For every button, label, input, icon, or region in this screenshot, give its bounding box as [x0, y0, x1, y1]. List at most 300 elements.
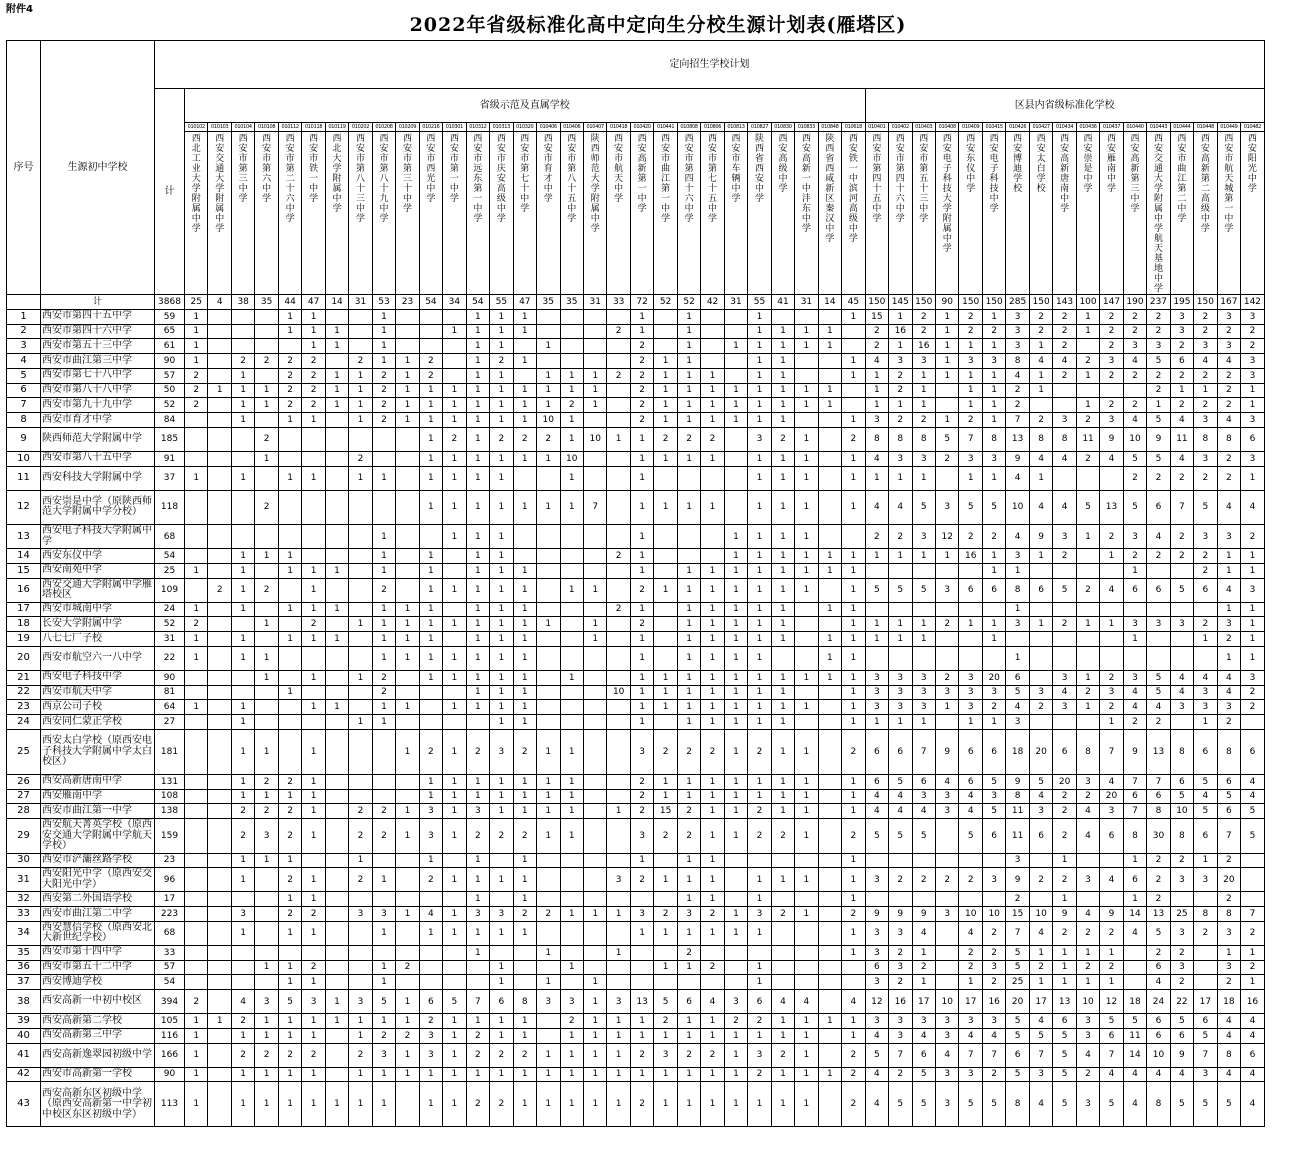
row-cell: 1: [748, 383, 771, 398]
row-seq: 36: [7, 960, 41, 975]
row-cell: [724, 975, 747, 990]
row-cell: 8: [1217, 729, 1240, 774]
row-cell: 5: [865, 1043, 888, 1067]
row-cell: 6: [748, 990, 771, 1014]
row-cell: [889, 646, 912, 670]
row-cell: 1: [701, 368, 724, 383]
row-seq: 24: [7, 715, 41, 730]
row-cell: 1: [912, 398, 935, 413]
row-cell: [372, 892, 395, 907]
row-cell: 2: [1100, 339, 1123, 354]
row-cell: 1: [818, 670, 841, 685]
row-cell: [771, 945, 794, 960]
row-cell: 4: [912, 804, 935, 819]
row-school-name: 西安市曲江第三中学: [41, 354, 155, 369]
row-cell: 2: [513, 1043, 536, 1067]
row-cell: 1: [419, 774, 442, 789]
row-cell: 1: [560, 1043, 583, 1067]
row-cell: [1029, 632, 1052, 647]
row-cell: 5: [1123, 1014, 1146, 1029]
row-cell: 4: [912, 921, 935, 945]
row-cell: [372, 451, 395, 466]
row-cell: 2: [1029, 960, 1052, 975]
row-cell: 9: [936, 729, 959, 774]
row-cell: [701, 945, 724, 960]
row-cell: [372, 853, 395, 868]
target-school-name: 西安市庆安高级中学: [490, 132, 513, 295]
row-seq: 18: [7, 617, 41, 632]
row-cell: 5: [912, 1067, 935, 1082]
row-cell: [1100, 563, 1123, 578]
row-cell: [607, 309, 630, 324]
row-cell: 1: [959, 466, 982, 490]
row-cell: 4: [1170, 685, 1193, 700]
row-cell: [255, 715, 278, 730]
row-cell: 1: [490, 700, 513, 715]
row-cell: 13: [1053, 990, 1076, 1014]
row-cell: [959, 853, 982, 868]
row-cell: 8: [1217, 907, 1240, 922]
table-row: [7, 789, 1265, 804]
row-cell: 2: [630, 774, 653, 789]
row-cell: 1: [912, 617, 935, 632]
target-school-name: 西安雁南中学: [1100, 132, 1123, 295]
row-cell: [936, 602, 959, 617]
row-cell: 1: [466, 525, 489, 549]
row-cell: 1: [724, 1028, 747, 1043]
row-cell: 1: [889, 398, 912, 413]
row-cell: 2: [865, 324, 888, 339]
row-cell: 1: [677, 339, 700, 354]
row-cell: 2: [630, 354, 653, 369]
row-seq: 12: [7, 490, 41, 525]
row-cell: 5: [1194, 774, 1217, 789]
row-cell: 2: [982, 921, 1005, 945]
sum-cell: 195: [1170, 295, 1193, 310]
row-cell: 1: [1076, 368, 1099, 383]
row-cell: 2: [1217, 324, 1240, 339]
row-cell: [607, 646, 630, 670]
row-cell: 1: [466, 324, 489, 339]
target-code: 010102: [185, 123, 208, 132]
row-seq: 27: [7, 789, 41, 804]
row-cell: 2: [419, 368, 442, 383]
row-cell: 1: [748, 715, 771, 730]
row-cell: [419, 309, 442, 324]
row-cell: 2: [959, 309, 982, 324]
row-cell: 2: [630, 398, 653, 413]
row-cell: 1: [701, 383, 724, 398]
row-cell: [560, 309, 583, 324]
row-cell: 1: [490, 339, 513, 354]
row-cell: 1: [349, 413, 372, 428]
row-cell: 91: [155, 451, 185, 466]
row-cell: [771, 975, 794, 990]
row-cell: 4: [1217, 685, 1240, 700]
row-cell: 1: [771, 490, 794, 525]
row-cell: [818, 368, 841, 383]
row-cell: 3: [1217, 617, 1240, 632]
row-cell: 2: [889, 945, 912, 960]
row-cell: 1: [325, 990, 348, 1014]
row-cell: 1: [701, 617, 724, 632]
row-cell: 1: [302, 789, 325, 804]
row-cell: 1: [724, 398, 747, 413]
row-cell: 3: [630, 729, 653, 774]
row-cell: 2: [865, 525, 888, 549]
row-cell: 3: [1170, 617, 1193, 632]
row-cell: [443, 975, 466, 990]
row-cell: 2: [208, 578, 231, 602]
row-cell: 1: [630, 309, 653, 324]
row-seq: 22: [7, 685, 41, 700]
row-cell: [583, 853, 606, 868]
row-cell: 2: [1147, 853, 1170, 868]
row-cell: 1: [842, 685, 865, 700]
sum-cell: 237: [1147, 295, 1170, 310]
row-cell: 3: [1170, 868, 1193, 892]
row-cell: 1: [490, 578, 513, 602]
row-cell: 1: [748, 868, 771, 892]
row-cell: 2: [654, 907, 677, 922]
row-cell: [349, 789, 372, 804]
row-seq: 13: [7, 525, 41, 549]
row-cell: [818, 490, 841, 525]
row-cell: [537, 685, 560, 700]
row-cell: [325, 413, 348, 428]
row-cell: 1: [865, 466, 888, 490]
row-cell: 1: [1241, 466, 1265, 490]
row-cell: 1: [278, 1082, 301, 1127]
row-cell: [1147, 602, 1170, 617]
target-school-name: 陕西省西咸新区秦汉中学: [818, 132, 841, 295]
row-cell: 2: [1053, 789, 1076, 804]
row-cell: 3: [865, 975, 888, 990]
row-cell: 16: [912, 339, 935, 354]
row-cell: 3: [936, 490, 959, 525]
row-cell: 1: [677, 451, 700, 466]
row-cell: [537, 525, 560, 549]
row-cell: 8: [1194, 427, 1217, 451]
row-cell: 7: [959, 1043, 982, 1067]
row-cell: [490, 892, 513, 907]
row-cell: 2: [912, 309, 935, 324]
row-cell: 1: [490, 975, 513, 990]
row-cell: 5: [982, 774, 1005, 789]
row-cell: 1: [630, 451, 653, 466]
table-row: [7, 451, 1265, 466]
row-cell: 1: [865, 617, 888, 632]
row-cell: 6: [1006, 670, 1029, 685]
row-cell: 3: [1170, 700, 1193, 715]
row-cell: 3: [1241, 670, 1265, 685]
row-seq: 23: [7, 700, 41, 715]
row-cell: [396, 324, 419, 339]
row-cell: 3: [1006, 309, 1029, 324]
row-cell: 2: [1194, 309, 1217, 324]
target-code: 010440: [1123, 123, 1146, 132]
row-cell: 1: [701, 868, 724, 892]
row-cell: 1: [630, 670, 653, 685]
row-cell: [185, 804, 208, 819]
row-cell: [818, 819, 841, 854]
row-cell: 1: [443, 819, 466, 854]
row-cell: 4: [1029, 451, 1052, 466]
row-cell: 2: [1053, 339, 1076, 354]
row-cell: 1: [396, 354, 419, 369]
row-cell: 1: [771, 354, 794, 369]
row-cell: 1: [724, 715, 747, 730]
row-cell: 1: [1053, 975, 1076, 990]
row-cell: 138: [155, 804, 185, 819]
row-cell: [208, 1067, 231, 1082]
row-cell: 1: [255, 617, 278, 632]
row-cell: 2: [1170, 945, 1193, 960]
row-cell: 1: [278, 1014, 301, 1029]
row-cell: [1029, 670, 1052, 685]
row-cell: 1: [537, 339, 560, 354]
row-cell: 1: [677, 324, 700, 339]
row-cell: [560, 632, 583, 647]
row-cell: 3: [1147, 339, 1170, 354]
group-provincial-header: 省级示范及直属学校: [185, 89, 866, 123]
target-code: 010119: [325, 123, 348, 132]
row-cell: [560, 339, 583, 354]
row-cell: [396, 921, 419, 945]
target-school-name: 西安市育才中学: [537, 132, 560, 295]
target-code: 010202: [349, 123, 372, 132]
row-cell: [654, 324, 677, 339]
row-cell: [325, 685, 348, 700]
row-cell: 2: [490, 427, 513, 451]
row-cell: 1: [630, 646, 653, 670]
row-cell: 1: [278, 632, 301, 647]
target-school-name: 西安市第八十九中学: [372, 132, 395, 295]
row-seq: 29: [7, 819, 41, 854]
row-cell: 7: [959, 427, 982, 451]
row-cell: 1: [1076, 525, 1099, 549]
row-cell: [936, 646, 959, 670]
row-cell: 3: [936, 1082, 959, 1127]
target-school-name: 西安高新第二高级中学: [1194, 132, 1217, 295]
row-cell: 1: [302, 804, 325, 819]
sum-row: [7, 295, 1265, 310]
row-cell: 1: [842, 617, 865, 632]
row-cell: 1: [865, 549, 888, 564]
row-seq: 15: [7, 563, 41, 578]
row-cell: 1: [443, 451, 466, 466]
table-row: [7, 578, 1265, 602]
row-cell: 1: [537, 945, 560, 960]
row-cell: [724, 427, 747, 451]
row-cell: 4: [1194, 354, 1217, 369]
row-cell: 2: [490, 1082, 513, 1127]
row-cell: [607, 563, 630, 578]
row-cell: 2: [1123, 324, 1146, 339]
row-cell: 1: [701, 602, 724, 617]
row-cell: 1: [842, 789, 865, 804]
row-cell: 2: [701, 907, 724, 922]
row-cell: 1: [231, 789, 254, 804]
row-cell: 1: [724, 549, 747, 564]
row-cell: 2: [1241, 525, 1265, 549]
row-cell: 1: [795, 1028, 818, 1043]
row-cell: 2: [372, 398, 395, 413]
row-cell: 3: [349, 990, 372, 1014]
table-row: [7, 945, 1265, 960]
row-cell: 2: [630, 789, 653, 804]
row-cell: 1: [537, 1043, 560, 1067]
row-cell: [325, 975, 348, 990]
row-cell: 2: [231, 1043, 254, 1067]
row-cell: 1: [677, 789, 700, 804]
row-seq: 35: [7, 945, 41, 960]
row-cell: 1: [419, 413, 442, 428]
row-cell: [302, 525, 325, 549]
row-cell: 2: [1217, 383, 1240, 398]
row-cell: 6: [1217, 774, 1240, 789]
row-cell: 5: [1100, 1082, 1123, 1127]
table-row: [7, 617, 1265, 632]
row-cell: 2: [1029, 700, 1052, 715]
row-cell: 1: [466, 670, 489, 685]
row-cell: 3: [1100, 413, 1123, 428]
row-cell: 5: [1123, 451, 1146, 466]
row-cell: 5: [1170, 578, 1193, 602]
row-cell: 1: [677, 921, 700, 945]
row-cell: 1: [677, 309, 700, 324]
row-cell: [349, 339, 372, 354]
row-cell: 1: [654, 774, 677, 789]
row-cell: [208, 339, 231, 354]
row-cell: [185, 549, 208, 564]
row-cell: [325, 945, 348, 960]
row-cell: 1: [1194, 715, 1217, 730]
row-cell: 1: [560, 819, 583, 854]
row-cell: 1: [419, 853, 442, 868]
row-cell: [231, 525, 254, 549]
row-cell: [1100, 602, 1123, 617]
row-cell: 3: [936, 685, 959, 700]
row-cell: 1: [419, 578, 442, 602]
row-cell: 1: [443, 398, 466, 413]
row-cell: 9: [1100, 427, 1123, 451]
row-cell: 1: [466, 354, 489, 369]
row-cell: 2: [372, 368, 395, 383]
row-cell: [1029, 853, 1052, 868]
table-row: [7, 646, 1265, 670]
target-code: 010301: [443, 123, 466, 132]
row-cell: 1: [701, 398, 724, 413]
row-cell: 1: [513, 853, 536, 868]
row-cell: 1: [701, 451, 724, 466]
row-cell: 1: [443, 729, 466, 774]
row-cell: 1: [302, 466, 325, 490]
target-school-name: 西安市远东第一中学: [466, 132, 489, 295]
row-cell: 1: [396, 413, 419, 428]
row-cell: 1: [490, 368, 513, 383]
row-cell: [278, 525, 301, 549]
row-cell: 1: [607, 945, 630, 960]
row-cell: 8: [1194, 907, 1217, 922]
row-cell: [818, 427, 841, 451]
row-cell: 1: [419, 398, 442, 413]
row-cell: 1: [513, 602, 536, 617]
row-cell: [1194, 646, 1217, 670]
row-cell: 1: [748, 685, 771, 700]
row-cell: 3: [372, 1043, 395, 1067]
row-cell: [842, 525, 865, 549]
row-cell: 33: [155, 945, 185, 960]
target-school-name: 西安交通大学附属中学航天基地中学: [1147, 132, 1170, 295]
target-code: 010448: [1194, 123, 1217, 132]
row-cell: 1: [818, 1067, 841, 1082]
row-cell: 1: [490, 774, 513, 789]
sum-cell: 41: [771, 295, 794, 310]
row-cell: [865, 563, 888, 578]
target-school-name: 西安市第一中学: [443, 132, 466, 295]
row-cell: 1: [865, 368, 888, 383]
row-cell: [537, 309, 560, 324]
row-cell: [560, 354, 583, 369]
row-cell: 1: [513, 617, 536, 632]
row-cell: 1: [795, 1067, 818, 1082]
row-cell: 4: [959, 921, 982, 945]
target-school-name: 西北工业大学附属中学: [185, 132, 208, 295]
row-cell: 5: [889, 1082, 912, 1127]
row-cell: 2: [842, 819, 865, 854]
row-cell: 3: [982, 1014, 1005, 1029]
row-cell: 1: [677, 563, 700, 578]
row-cell: 1: [560, 427, 583, 451]
row-school-name: 西安市第七十八中学: [41, 368, 155, 383]
row-cell: 1: [677, 774, 700, 789]
row-cell: [537, 578, 560, 602]
row-cell: 1: [255, 670, 278, 685]
row-cell: 1: [372, 324, 395, 339]
row-cell: 1: [1029, 975, 1052, 990]
row-cell: 1: [842, 632, 865, 647]
row-cell: [818, 309, 841, 324]
row-cell: 1: [982, 715, 1005, 730]
row-cell: 2: [490, 819, 513, 854]
row-cell: 27: [155, 715, 185, 730]
row-cell: 1: [513, 892, 536, 907]
row-cell: [443, 354, 466, 369]
row-cell: [982, 892, 1005, 907]
row-cell: 1: [724, 670, 747, 685]
row-cell: 1: [630, 466, 653, 490]
row-cell: 3: [865, 670, 888, 685]
row-cell: 2: [1053, 549, 1076, 564]
row-cell: [701, 324, 724, 339]
row-cell: [537, 602, 560, 617]
row-cell: 1: [419, 617, 442, 632]
row-seq: 33: [7, 907, 41, 922]
row-cell: 1: [1123, 632, 1146, 647]
row-cell: 2: [959, 525, 982, 549]
row-cell: [443, 339, 466, 354]
row-cell: 1: [842, 945, 865, 960]
row-cell: 1: [842, 1014, 865, 1029]
row-cell: 6: [1170, 354, 1193, 369]
row-cell: 3: [1076, 1028, 1099, 1043]
row-cell: 1: [490, 1028, 513, 1043]
row-cell: 1: [466, 789, 489, 804]
row-cell: 1: [513, 670, 536, 685]
row-cell: 1: [466, 427, 489, 451]
row-cell: [1076, 715, 1099, 730]
